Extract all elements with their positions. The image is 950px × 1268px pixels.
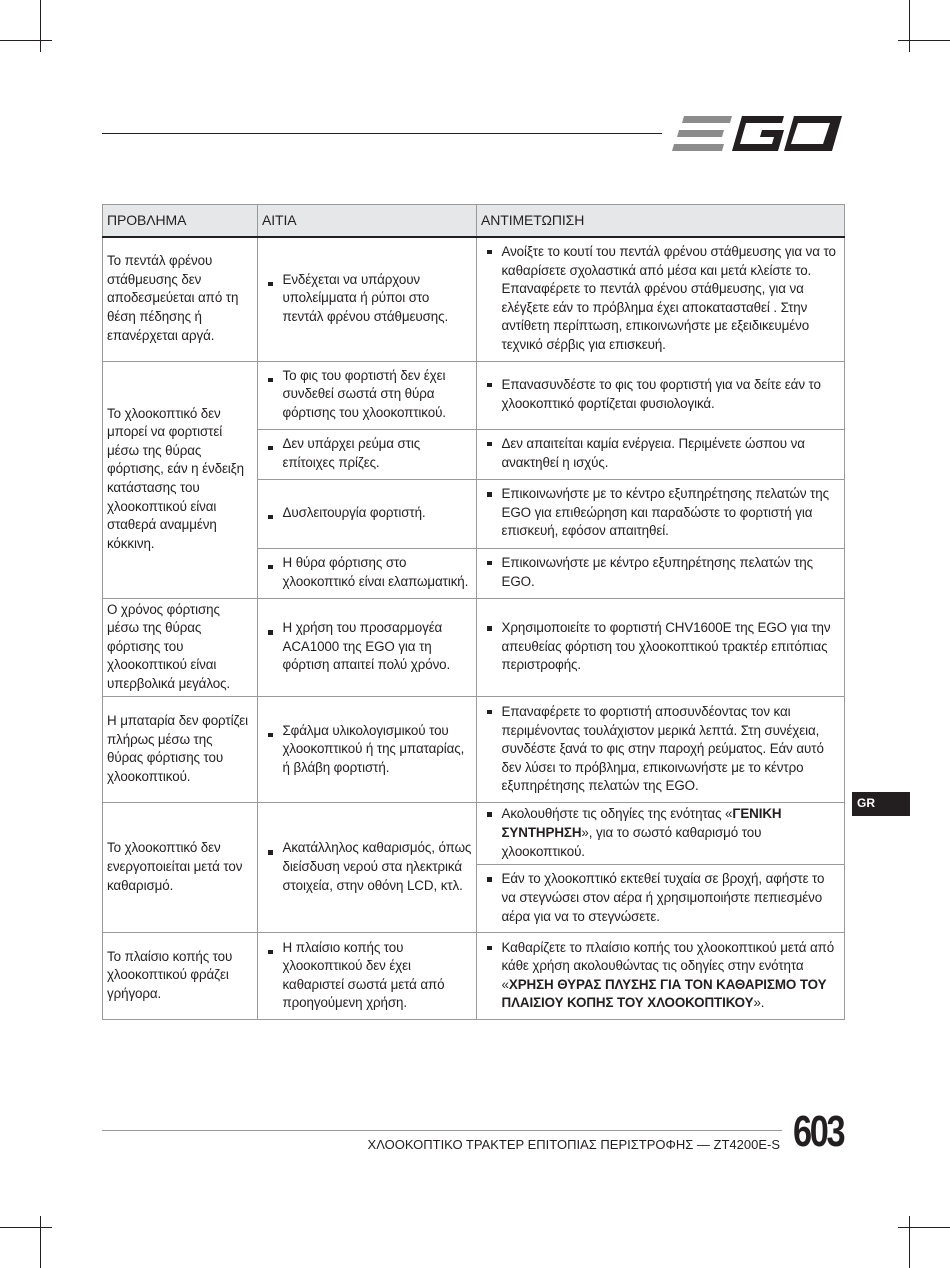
table-header-row [103,205,845,238]
table-row [103,598,845,697]
bullet-icon [487,946,492,951]
remedy-cell [477,479,845,548]
problem-cell: Ο χρόνος φόρτισης μέσω της θύρας φόρτισης του χλοοκοπτικού είναι υπερβολικά μεγάλος. [103,598,258,697]
cause-cell [258,479,477,548]
crop-mark-tr-h [898,40,950,41]
remedy-text: Επικοινωνήστε με κέντρο εξυπηρέτησης πελατών της EGO. [501,554,813,589]
remedy-text: Επαναφέρετε το φορτιστή αποσυνδέοντας τον και περιμένοντας τουλάχιστον μερικά λεπτά. Στη συνέχεια, συνδέστε ξανά το φις στην παροχή ρεύματος. Εάν αυτό δεν λύσει το πρόβλημα, επικοινωνήστε με το κέντρο εξυπηρέτησης πελατών της EGO. [501,703,824,794]
cause-cell [258,697,477,803]
cause-cell [258,803,477,933]
problem-cell: Η μπαταρία δεν φορτίζει πλήρως μέσω της θύρας φόρτισης του χλοοκοπτικού. [103,697,258,803]
table-row [103,803,845,865]
remedy-cell [477,865,845,933]
cause-text: Δεν υπάρχει ρεύμα στις επίτοιχες πρίζες. [282,435,421,470]
table-row [103,933,845,1020]
remedy-cell [477,933,845,1020]
header-problem: ΠΡΟΒΛΗΜΑ [103,205,258,238]
remedy-text-part: Καθαρίζετε το πλαίσιο κοπής του χλοοκοπτικού μετά από κάθε χρήση ακολουθώντας τις οδηγίες στην ενότητα « [501,939,835,992]
crop-mark-tr-v [909,0,910,52]
table-row [103,697,845,803]
remedy-section-reference: ΓΕΝΙΚΗ ΣΥΝΤΗΡΗΣΗ [501,806,782,841]
crop-mark-bl-v [40,1216,41,1268]
remedy-cell [477,803,845,865]
bullet-icon [268,378,273,383]
remedy-text: Χρησιμοποιείτε το φορτιστή CHV1600E της EGO για την απευθείας φόρτιση του χλοοκοπτικού τρακτέρ επιτόπιας περιστροφής. [501,620,831,673]
cause-cell [258,361,477,429]
bullet-icon [487,710,492,715]
crop-mark-br-v [909,1216,910,1268]
bullet-icon [268,630,273,635]
table-row [103,237,845,361]
bullet-icon [487,626,492,631]
remedy-text: Εάν το χλοοκοπτικό εκτεθεί τυχαία σε βροχή, αφήστε το να στεγνώσει στον αέρα ή χρησιμοποιήστε πεπιεσμένο αέρα για να το στεγνώσετε. [501,871,825,924]
bullet-icon [487,383,492,388]
remedy-text: Επικοινωνήστε με το κέντρο εξυπηρέτησης πελατών της EGO για επιθεώρηση και παραδώστε το φορτιστή για επισκευή, εφόσον απαιτηθεί. [501,486,829,539]
bullet-icon [268,565,273,570]
remedy-cell [477,361,845,429]
bullet-icon [268,950,273,955]
crop-mark-tl-v [40,0,41,52]
remedy-text-part: Ακολουθήστε τις οδηγίες της ενότητας « [501,806,733,822]
cause-text: Το φις του φορτιστή δεν έχει συνδεθεί σωστά στη θύρα φόρτισης του χλοοκοπτικού. [282,367,446,420]
bullet-icon [268,282,273,287]
remedy-cell [477,548,845,598]
remedy-text: Ανοίξτε το κουτί του πεντάλ φρένου στάθμευσης για να το καθαρίσετε σχολαστικά από μέσα και μετά κλείστε το. Επαναφέρετε το πεντάλ φρένου στάθμευσης, για να ελέγξετε εάν το πρόβλημα έχει αποκατασταθεί . Στην αντίθετη περίπτωση, επικοινωνήστε με εξειδικευμένο τεχνικό σέρβις για επισκευή. [501,243,836,352]
cause-text: Δυσλειτουργία φορτιστή. [282,504,426,520]
language-tab: GR [852,792,910,816]
remedy-cell [477,237,845,361]
bullet-icon [487,250,492,255]
problem-cell: Το πλαίσιο κοπής του χλοοκοπτικού φράζει γρήγορα. [103,933,258,1020]
footer-rule [102,1130,782,1131]
bullet-icon [487,442,492,447]
remedy-text: Επανασυνδέστε το φις του φορτιστή για να δείτε εάν το χλοοκοπτικό φορτίζεται φυσιολογικά. [501,376,821,411]
cause-text: Ακατάλληλος καθαρισμός, όπως διείσδυση νερού στα ηλεκτρικά στοιχεία, στην οθόνη LCD, κτλ. [282,840,472,893]
bullet-icon [487,561,492,566]
cause-text: Η θύρα φόρτισης στο χλοοκοπτικό είναι ελαπωματική. [282,554,469,589]
footer-title: ΧΛΟΟΚΟΠΤΙΚΟ ΤΡΑΚΤΕΡ ΕΠΙΤΟΠΙΑΣ ΠΕΡΙΣΤΡΟΦΗΣ — ZT4200E-S [367,1137,780,1152]
remedy-text: Δεν απαιτείται καμία ενέργεια. Περιμένετε ώσπου να ανακτηθεί η ισχύς. [501,435,805,470]
remedy-text [502,939,842,1013]
cause-text: Ενδέχεται να υπάρχουν υπολείμματα ή ρύποι στο πεντάλ φρένου στάθμευσης. [282,271,449,325]
bullet-icon [268,446,273,451]
header-cause: ΑΙΤΙΑ [258,205,477,238]
cause-text: Σφάλμα υλικολογισμικού του χλοοκοπτικού ή της μπαταρίας, ή βλάβη φορτιστή. [282,722,465,775]
remedy-text-part: », για το σωστό καθαρισμό του χλοοκοπτικού. [501,825,762,859]
bullet-icon [487,492,492,497]
remedy-text-part: ». [753,995,765,1011]
bullet-icon [487,812,492,817]
cause-cell [258,548,477,598]
remedy-text [502,805,842,861]
bullet-icon [268,850,273,855]
cause-text: Η χρήση του προσαρμογέα ACA1000 της EGO για τη φόρτιση απαιτεί πολύ χρόνο. [282,620,451,673]
cause-cell [258,933,477,1020]
bullet-icon [268,733,273,738]
bullet-icon [487,877,492,882]
remedy-cell [477,429,845,479]
cause-text: Η πλαίσιο κοπής του χλοοκοπτικού δεν έχει καθαριστεί σωστά μετά από προηγούμενη χρήση. [282,939,445,1011]
header-remedy: ΑΝΤΙΜΕΤΩΠΙΣΗ [477,205,845,238]
remedy-cell [477,697,845,803]
cause-cell [258,598,477,697]
problem-cell: Το χλοοκοπτικό δεν μπορεί να φορτιστεί μέσω της θύρας φόρτισης, εάν η ένδειξη κατάστασης του χλοοκοπτικού είναι σταθερά αναμμένη κόκκινη. [103,361,258,598]
crop-mark-bl-h [0,1227,52,1228]
problem-cell: Το πεντάλ φρένου στάθμευσης δεν αποδεσμεύεται από τη θέση πέδησης ή επανέρχεται αργά. [103,237,258,361]
bullet-icon [268,515,273,520]
cause-cell [258,429,477,479]
remedy-section-reference: ΧΡΗΣΗ ΘΥΡΑΣ ΠΛΥΣΗΣ ΓΙΑ ΤΟΝ ΚΑΘΑΡΙΣΜΟ ΤΟΥ ΠΛΑΙΣΙΟΥ ΚΟΠΗΣ ΤΟΥ ΧΛΟΟΚΟΠΤΙΚΟΥ [501,976,827,1011]
table-row [103,361,845,429]
crop-mark-br-h [898,1227,950,1228]
troubleshooting-table [102,204,845,1020]
problem-cell: Το χλοοκοπτικό δεν ενεργοποιείται μετά τον καθαρισμό. [103,803,258,933]
ego-logo [672,112,844,156]
crop-mark-tl-h [0,40,52,41]
header-rule [102,133,662,134]
remedy-cell [477,598,845,697]
page-number: 603 [793,1107,844,1156]
cause-cell [258,237,477,361]
